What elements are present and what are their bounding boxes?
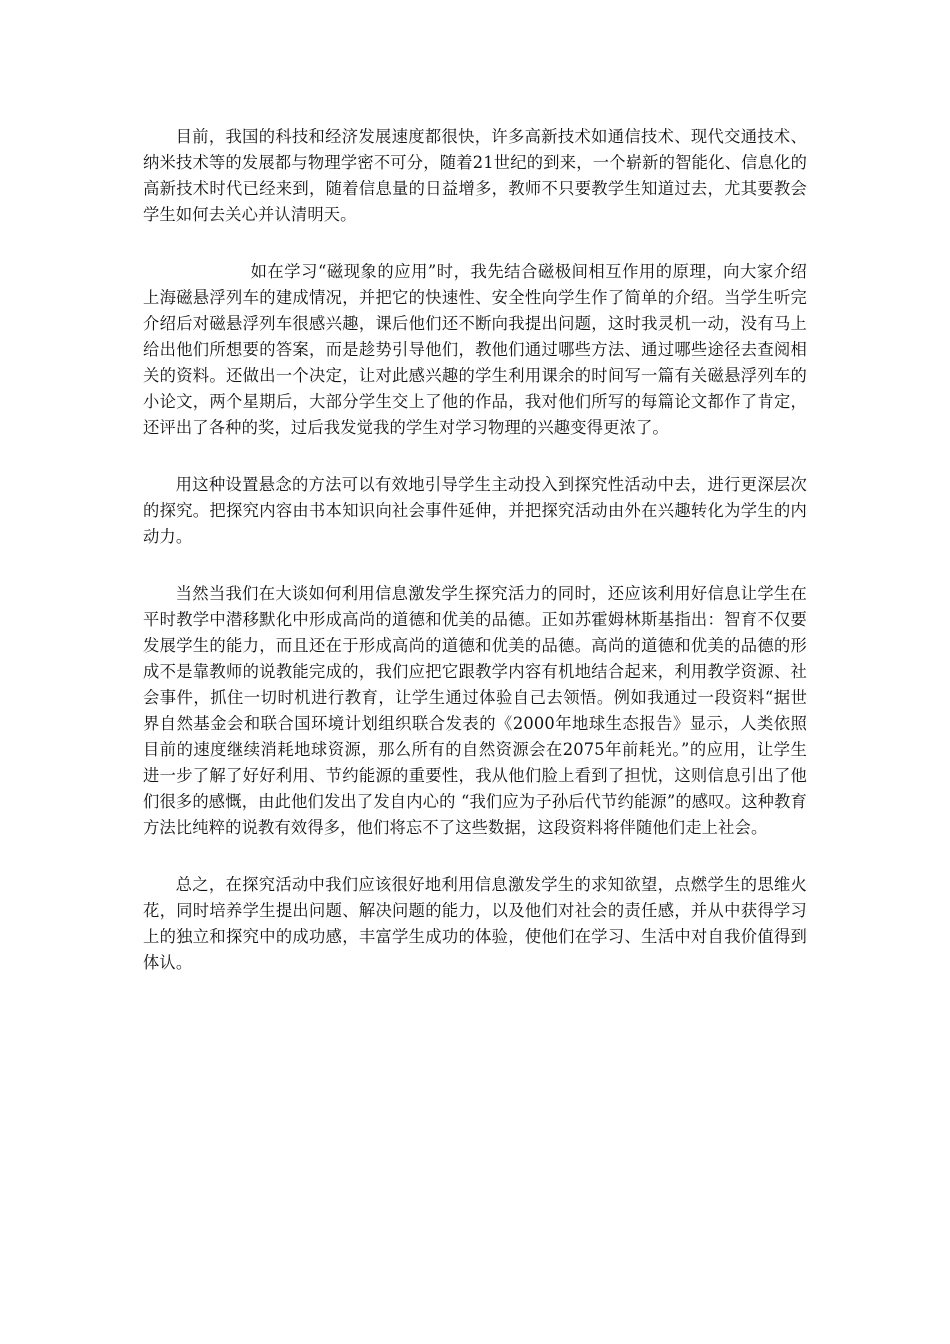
paragraph-5: 总之，在探究活动中我们应该很好地利用信息激发学生的求知欲望，点燃学生的思维火花，同时培养学生提出问题、解决问题的能力，以及他们对社会的责任感，并从中获得学习上的独立和探究中的成功感，丰富学生成功的体验，使他们在学习、生活中对自我价值得到体认。 — [143, 875, 807, 972]
paragraph-4: 当然当我们在大谈如何利用信息激发学生探究活力的同时，还应该利用好信息让学生在平时教学中潜移默化中形成高尚的道德和优美的品德。正如苏霍姆林斯基指出：智育不仅要发展学生的能力，而且还在于形成高尚的道德和优美的品德。高尚的道德和优美的品德的形成不是靠教师的说教能完成的，我们应把它跟教学内容有机地结合起来，利用教学资源、社会事件，抓住一切时机进行教育，让学生通过体验自己去领悟。例如我通过一段资料“据世界自然基金会和联合国环境计划组织联合发表的《2000年地球生态报告》显示，人类依照目前的速度继续消耗地球资源，那么所有的自然资源会在2075年前耗光。”的应用，让学生进一步了解了好好利用、节约能源的重要性，我从他们脸上看到了担忧，这则信息引出了他们很多的感慨，由此他们发出了发自内心的 “我们应为子孙后代节约能源”的感叹。这种教育方法比纯粹的说教有效得多，他们将忘不了这些数据，这段资料将伴随他们走上社会。 — [143, 584, 807, 837]
paragraph-2: 如在学习“磁现象的应用”时，我先结合磁极间相互作用的原理，向大家介绍上海磁悬浮列车的建成情况，并把它的快速性、安全性向学生作了简单的介绍。当学生听完介绍后对磁悬浮列车很感兴趣，课后他们还不断向我提出问题，这时我灵机一动，没有马上给出他们所想要的答案，而是趁势引导他们，教他们通过哪些方法、通过哪些途径去查阅相关的资料。还做出一个决定，让对此感兴趣的学生利用课余的时间写一篇有关磁悬浮列车的小论文，两个星期后，大部分学生交上了他的作品，我对他们所写的每篇论文都作了肯定，还评出了各种的奖，过后我发觉我的学生对学习物理的兴趣变得更浓了。 — [143, 262, 807, 437]
document-body — [143, 124, 807, 1007]
paragraph-1: 目前，我国的科技和经济发展速度都很快，许多高新技术如通信技术、现代交通技术、纳米技术等的发展都与物理学密不可分，随着21世纪的到来，一个崭新的智能化、信息化的高新技术时代已经来到，随着信息量的日益增多，教师不只要教学生知道过去，尤其要教会学生如何去关心并认清明天。 — [143, 127, 807, 224]
paragraph-3: 用这种设置悬念的方法可以有效地引导学生主动投入到探究性活动中去，进行更深层次的探究。把探究内容由书本知识向社会事件延伸，并把探究活动由外在兴趣转化为学生的内动力。 — [143, 475, 807, 546]
